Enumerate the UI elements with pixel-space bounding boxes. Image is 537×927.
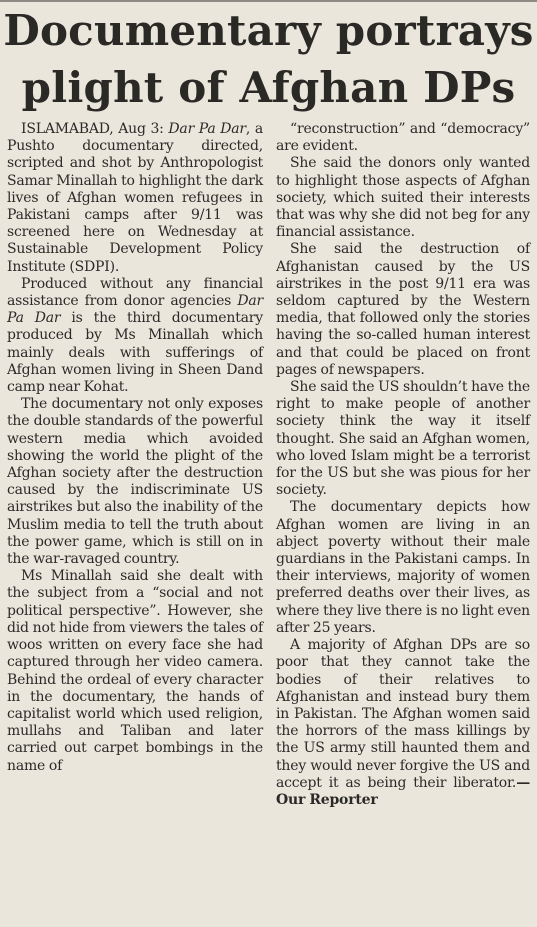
paragraph <box>7 276 263 396</box>
headline <box>0 2 537 116</box>
paragraph: She said the US shouldn’t have the right to make people of another society think the way it itself thought. She said an Afghan women, who loved Islam might be a terrorist for the US but she was pious for her society. <box>276 379 530 499</box>
paragraph: She said the donors only wanted to highlight those aspects of Afghan society, which suited their interests that was why she did not beg for any financial assistance. <box>276 155 530 241</box>
paragraph-text: , a Pushto documentary directed, scripted and shot by Anthropologist Samar Minallah to highlight the dark lives of Afghan women refugees in Pakistani camps after 9/11 was screened here on Wednesday at Sustainable Development Policy Institute (SDPI). <box>7 121 263 275</box>
headline-line-1: Documentary portrays <box>3 6 534 55</box>
article-body <box>7 121 530 921</box>
headline-line-2: plight of Afghan DPs <box>21 63 516 112</box>
paragraph-text: is the third documentary produced by Ms Minallah which mainly deals with sufferings of Afghan women living in Sheen Dand camp near Kohat. <box>7 310 263 396</box>
paragraph: The documentary depicts how Afghan women are living in an abject poverty without their male guardians in the Pakistani camps. In their interviews, majority of women preferred deaths over their lives, as where they live there is no light even after 25 years. <box>276 499 530 636</box>
byline: — Our Reporter <box>276 774 530 808</box>
paragraph-text: Produced without any financial assistance from donor agencies <box>7 275 263 310</box>
column-right <box>276 121 530 921</box>
paragraph <box>276 637 530 809</box>
column-left <box>7 121 263 921</box>
paragraph: “reconstruction” and “democracy” are evident. <box>276 121 530 155</box>
paragraph-text: A majority of Afghan DPs are so poor that they cannot take the bodies of their relatives to Afghanistan and instead bury them in Pakistan. The Afghan women said the horrors of the mass killings by the US army still haunted them and they would never forgive the US and accept it as being their liberator. <box>276 637 530 791</box>
documentary-title: Dar Pa Dar <box>7 293 263 327</box>
documentary-title: Dar Pa Dar <box>168 121 246 137</box>
dateline: ISLAMABAD, Aug 3: <box>21 121 164 137</box>
paragraph <box>7 121 263 276</box>
paragraph: The documentary not only exposes the double standards of the powerful western media which avoided showing the world the plight of the Afghan society after the destruction caused by the indiscriminate US airstrikes but also the inability of the Muslim media to tell the truth about the power game, which is still on in the war-ravaged country. <box>7 396 263 568</box>
paragraph: She said the destruction of Afghanistan caused by the US airstrikes in the post 9/11 era was seldom captured by the Western media, that followed only the stories having the so-called human interest and that could be placed on front pages of newspapers. <box>276 241 530 378</box>
paragraph: Ms Minallah said she dealt with the subject from a “social and not political perspective”. However, she did not hide from viewers the tales of woos written on every face she had captured through her video camera. Behind the ordeal of every character in the documentary, the hands of capitalist world which used religion, mullahs and Taliban and later carried out carpet bombings in the name of <box>7 568 263 774</box>
